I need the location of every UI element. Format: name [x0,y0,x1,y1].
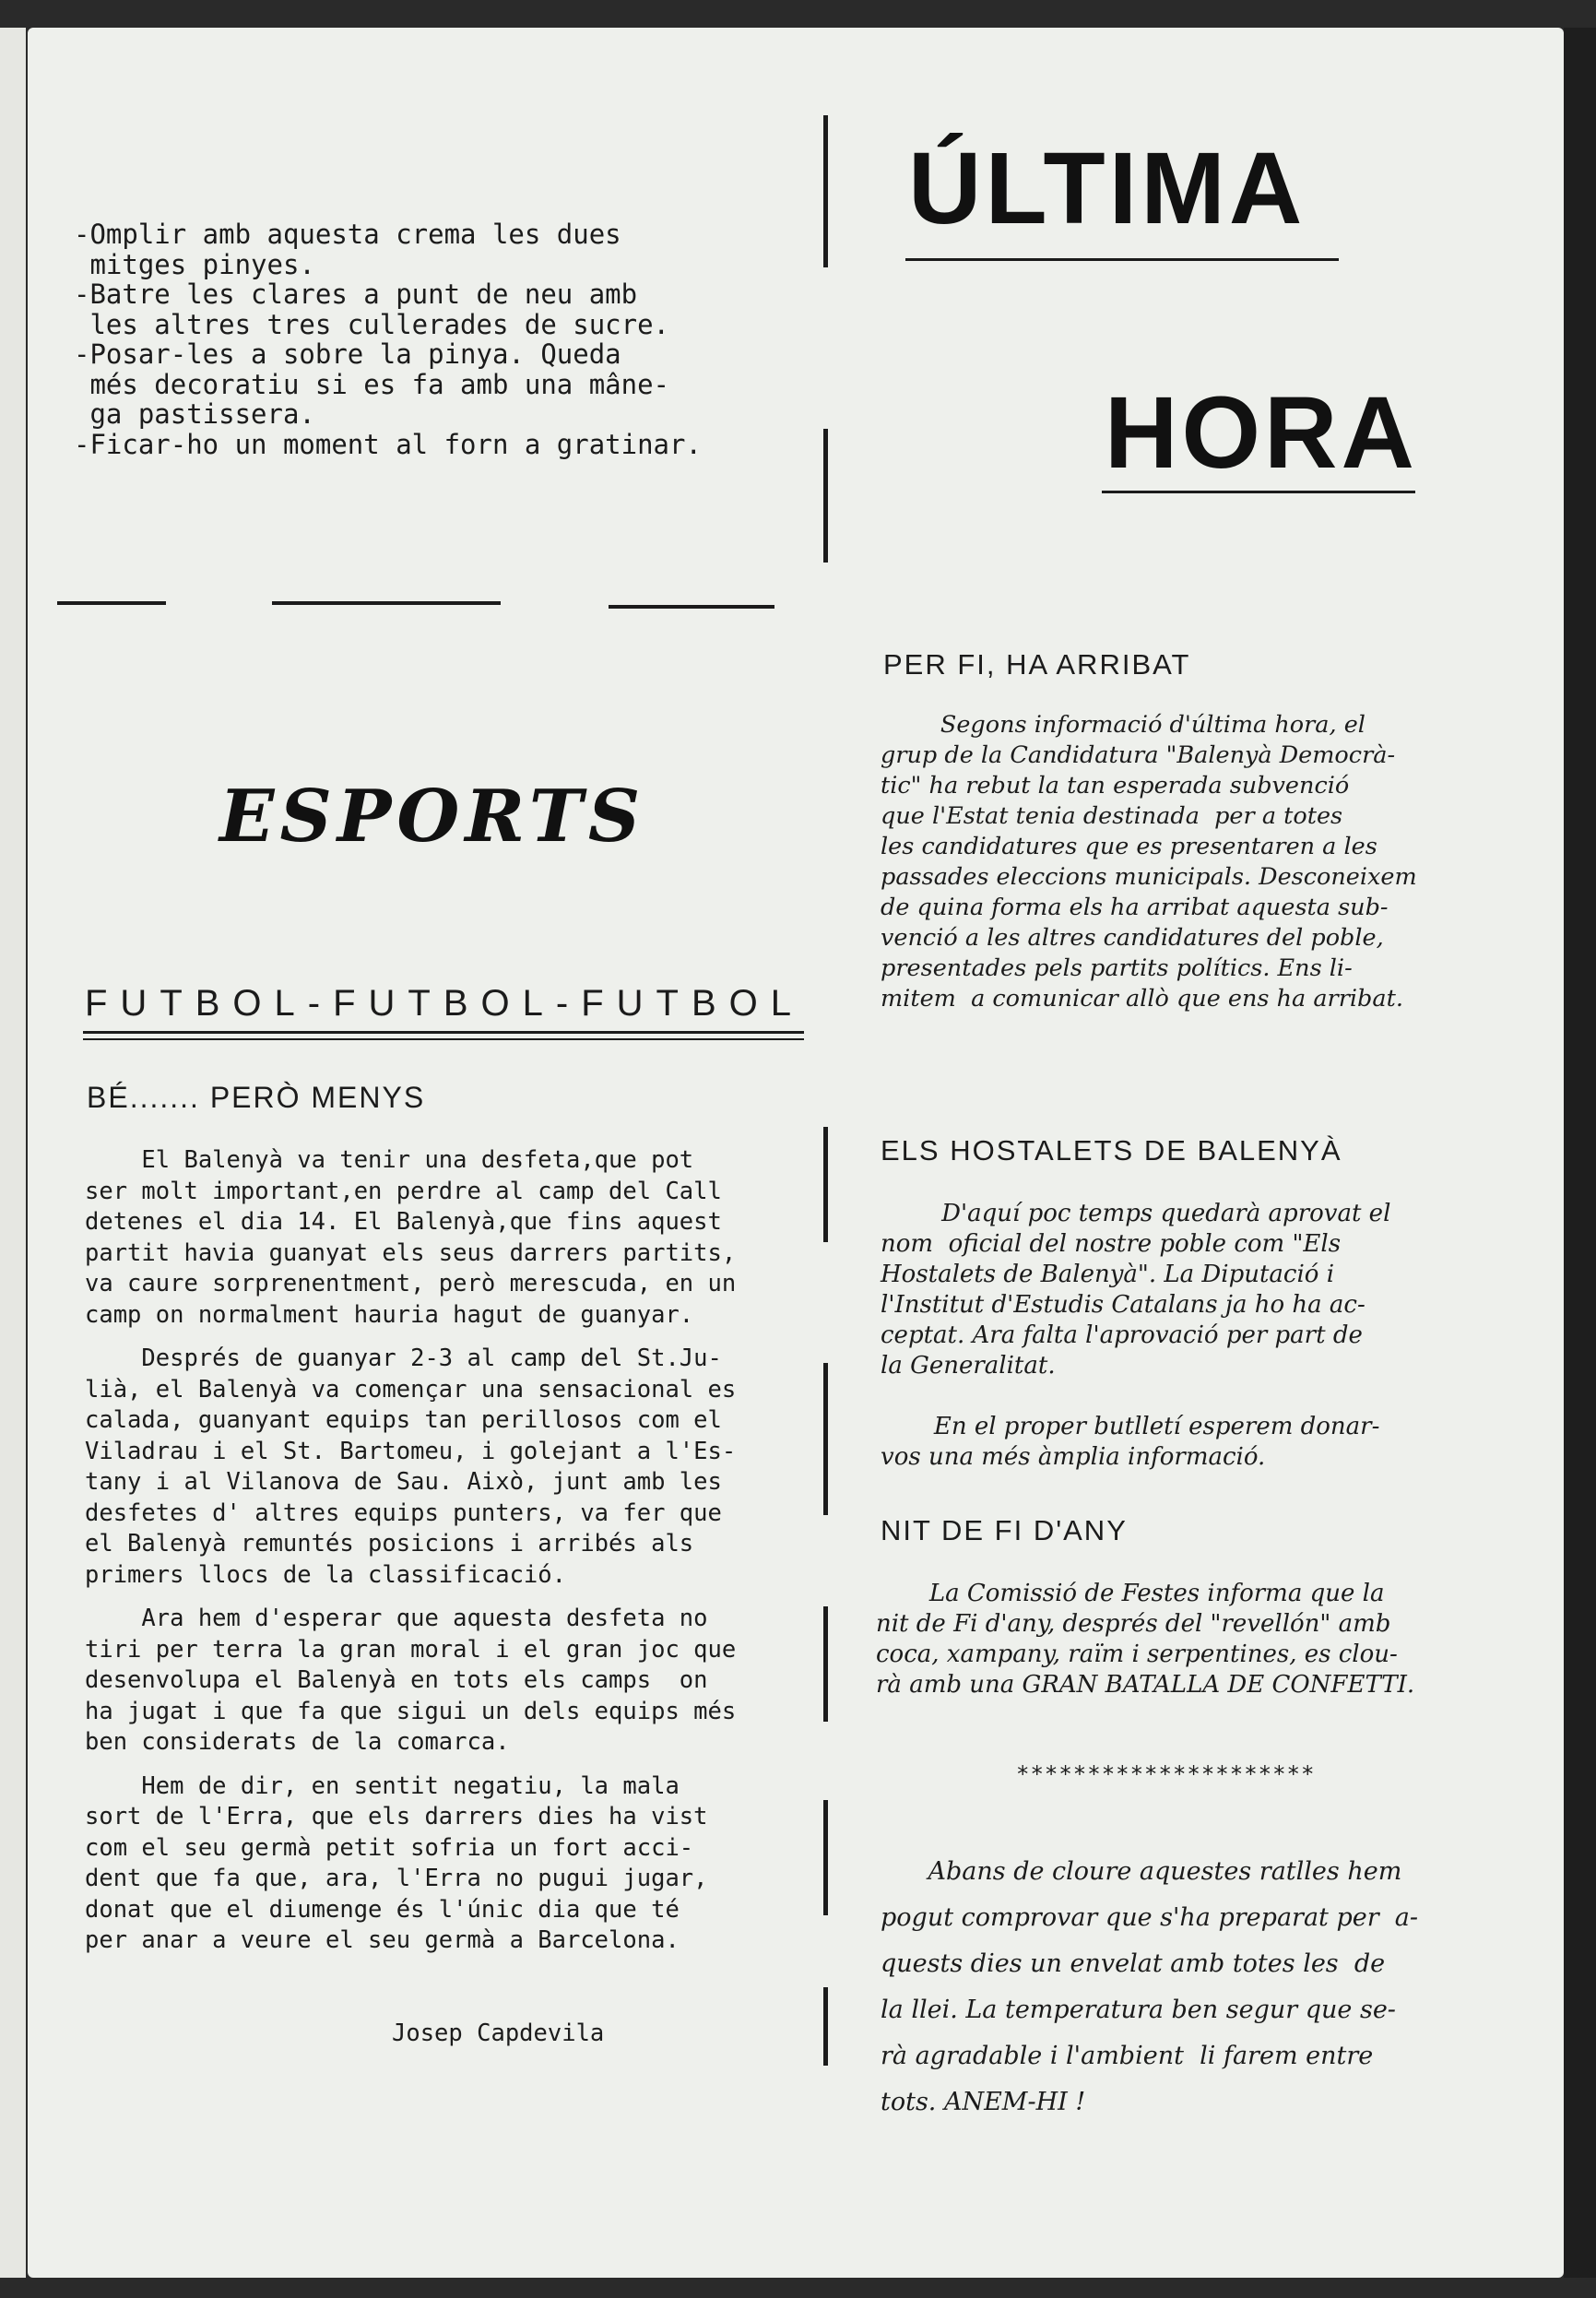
section-body [881,1199,1390,1473]
article-line: el Balenyà remuntés posicions i arribés als [85,1530,694,1558]
section-line [881,1381,1390,1412]
section-line: passades eleccions municipals. Desconeixem [881,863,1417,891]
article-line: desfetes d' altres equips punters, va fer que [85,1498,722,1527]
article-heading: BÉ....... PERÒ MENYS [87,1081,426,1114]
article-line: lià, el Balenyà va començar una sensacional es [85,1375,737,1404]
article-line: dent que fa que, ara, l'Erra no pugui jugar, [85,1865,708,1892]
section-heading: PER FI, HA ARRIBAT [883,648,1191,681]
recipe-line: -Batre les clares a punt de neu amb [74,278,638,310]
article-line: desenvolupa el Balenyà en tots els camps on [85,1666,708,1694]
article-body [85,1145,822,1970]
section-line: Hostalets de Balenyà". La Diputació i [881,1261,1335,1288]
article-line: Ara hem d'esperar que aquesta desfeta no [85,1605,708,1632]
adjacent-page-edge [0,28,26,2278]
column-divider [823,1127,828,1242]
article-paragraph [85,1604,822,1759]
section-line: presentades pels partits polítics. Ens li- [881,954,1353,982]
recipe-line: ga pastissera. [74,398,315,430]
article-line: com el seu germà petit sofria un fort acci- [85,1833,694,1862]
section-line: la Generalitat. [881,1352,1056,1380]
closing-paragraph [881,1849,1418,2126]
ultima-title: ÚLTIMA [908,132,1306,245]
closing-line: tots. ANEM-HI ! [881,2088,1086,2116]
article-signature: Josep Capdevila [392,2020,605,2047]
article-line: va caure sorprenentment, però merescuda, en un [85,1270,737,1297]
article-line: Viladrau i el St. Bartomeu, i golejant a l'Es- [85,1437,737,1465]
separator-segment [57,601,166,605]
section-line: grup de la Candidatura "Balenyà Democrà- [881,741,1396,769]
futbol-subtitle: FUTBOL-FUTBOL-FUTBOL [85,983,805,1024]
article-line: partit havia guanyat els seus darrers partits, [85,1238,737,1267]
article-line: sort de l'Erra, que els darrers dies ha vist [85,1803,708,1830]
column-divider [823,1800,828,1915]
section-line: mitem a comunicar allò que ens ha arribat. [881,985,1403,1013]
article-line: primers llocs de la classificació. [85,1560,566,1589]
closing-line: rà agradable i l'ambient li farem entre [881,2042,1374,2070]
recipe-line: -Ficar-ho un moment al forn a gratinar. [74,428,702,460]
column-divider [823,1363,828,1515]
closing-line: pogut comprovar que s'ha preparat per a- [881,1903,1419,1932]
separator-segment [609,605,774,609]
scan-shadow [1564,28,1596,2278]
recipe-line: mitges pinyes. [74,248,315,280]
column-divider [823,429,828,563]
recipe-line: -Posar-les a sobre la pinya. Queda [74,338,621,370]
column-divider [823,1987,828,2066]
section-line: nom oficial del nostre poble com "Els [881,1230,1342,1258]
section-heading: NIT DE FI D'ANY [881,1514,1128,1546]
article-line: donat que el diumenge és l'únic dia que té [85,1895,680,1924]
section-line: Segons informació d'última hora, el [881,711,1365,739]
section-line: tic" ha rebut la tan esperada subvenció [881,772,1350,800]
column-divider [823,115,828,267]
ultima-underline [905,258,1339,261]
section-line: les candidatures que es presentaren a les [881,833,1377,860]
subtitle-underline [83,1031,804,1034]
separator-segment [272,601,501,605]
section-line: vos una més àmplia informació. [881,1443,1266,1471]
section-line: ceptat. Ara falta l'aprovació per part de [881,1321,1363,1349]
section-line: La Comissió de Festes informa que la [876,1580,1385,1607]
closing-line: quests dies un envelat amb totes les de [881,1949,1386,1978]
star-separator: ********************* [1016,1761,1316,1787]
section-body [881,710,1417,1014]
article-line: calada, guanyant equips tan perillosos com el [85,1406,722,1434]
section-heading: ELS HOSTALETS DE BALENYÀ [881,1134,1342,1167]
hora-title: HORA [1105,376,1418,490]
closing-line: Abans de cloure aquestes ratlles hem [881,1857,1402,1886]
hora-underline [1102,491,1415,493]
section-line: de quina forma els ha arribat aquesta sub- [881,894,1389,921]
article-line: ha jugat i que fa que sigui un dels equips més [85,1697,737,1725]
section-line: coca, xampany, raïm i serpentines, es clou- [876,1641,1398,1668]
recipe-steps [74,219,702,459]
article-paragraph [85,1344,822,1591]
article-line: camp on normalment hauria hagut de guanyar. [85,1300,694,1329]
subtitle-underline-2 [83,1038,804,1040]
article-line: per anar a veure el seu germà a Barcelona. [85,1926,680,1954]
closing-line: la llei. La temperatura ben segur que se- [881,1996,1396,2024]
section-line: rà amb una GRAN BATALLA DE CONFETTI. [876,1671,1415,1699]
column-divider [823,1606,828,1722]
article-paragraph [85,1145,822,1331]
section-line: D'aquí poc temps quedarà aprovat el [881,1200,1391,1227]
article-line: Hem de dir, en sentit negatiu, la mala [85,1771,680,1800]
article-line: ser molt important,en perdre al camp del Call [85,1177,722,1205]
section-line: nit de Fi d'any, després del "revellón" amb [876,1610,1391,1638]
article-line: tiri per terra la gran moral i el gran joc que [85,1635,737,1664]
article-line: El Balenyà va tenir una desfeta,que pot [85,1146,694,1174]
section-line: En el proper butlletí esperem donar- [881,1413,1380,1440]
recipe-line: -Omplir amb aquesta crema les dues [74,219,621,250]
article-line: Després de guanyar 2-3 al camp del St.Ju- [85,1344,722,1372]
section-line: que l'Estat tenia destinada per a totes [881,802,1343,830]
section-line: l'Institut d'Estudis Catalans ja ho ha ac- [881,1291,1365,1319]
recipe-line: les altres tres cullerades de sucre. [74,308,670,340]
recipe-line: més decoratiu si es fa amb una mâne- [74,368,670,400]
esports-title: ESPORTS [219,775,646,859]
article-line: tany i al Vilanova de Sau. Això, junt amb les [85,1468,722,1496]
article-line: ben considerats de la comarca. [85,1728,510,1756]
article-paragraph [85,1771,822,1957]
section-body [876,1579,1414,1700]
section-line: venció a les altres candidatures del poble, [881,924,1384,952]
article-line: detenes el dia 14. El Balenyà,que fins aquest [85,1208,722,1236]
